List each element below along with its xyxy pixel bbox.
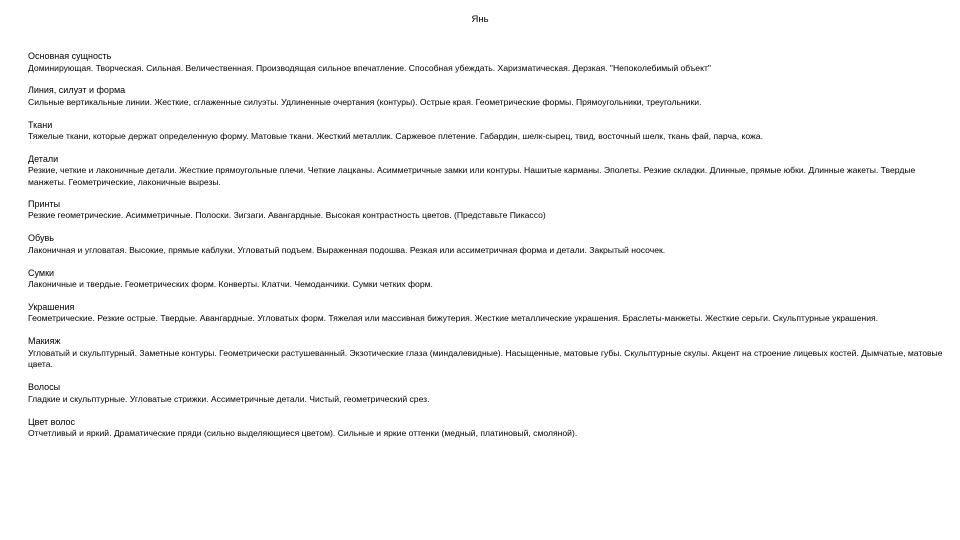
section-text: Лаконичная и угловатая. Высокие, прямые каблуки. Угловатый подъем. Выраженная подошва. Резкая или ассиметричная форма и детали. Закрытый носочек.	[28, 244, 666, 255]
section-heading: Цвет волос	[28, 416, 76, 427]
section-heading: Обувь	[28, 233, 54, 244]
section-hair-color	[28, 417, 943, 440]
section-bags	[28, 268, 943, 291]
section-heading: Детали	[28, 153, 59, 164]
section-makeup	[28, 336, 943, 371]
section-heading: Линия, силуэт и форма	[28, 85, 126, 96]
section-details	[28, 154, 943, 189]
section-heading: Принты	[28, 198, 61, 209]
section-text: Резкие, четкие и лаконичные детали. Жесткие прямоугольные плечи. Четкие лацканы. Асимметричные замки или контуры. Нашитые карманы. Эполеты. Резкие складки. Длинные, прямые юбки. Длинные жакеты. Твердые манжеты. Геометрические, лаконичные вырезы.	[28, 165, 916, 188]
section-text: Доминирующая. Творческая. Сильная. Величественная. Производящая сильное впечатление. Способная убеждать. Харизматическая. Дерзкая. "Непоколебимый объект"	[28, 62, 711, 73]
section-heading: Ткани	[28, 119, 53, 130]
section-heading: Украшения	[28, 301, 75, 312]
section-heading: Макияж	[28, 336, 61, 347]
section-heading: Волосы	[28, 382, 61, 393]
section-heading: Сумки	[28, 267, 55, 278]
section-text: Сильные вертикальные линии. Жесткие, сглаженные силуэты. Удлиненные очертания (контуры). Острые края. Геометрические формы. Прямоугольники, треугольники.	[28, 96, 702, 107]
section-line-silhouette-form	[28, 85, 943, 108]
content-body	[28, 51, 943, 451]
section-text: Лаконичные и твердые. Геометрических форм. Конверты. Клатчи. Чемоданчики. Сумки четких форм.	[28, 279, 433, 290]
section-prints	[28, 199, 943, 222]
section-text: Тяжелые ткани, которые держат определенную форму. Матовые ткани. Жесткий металлик. Саржевое плетение. Габардин, шелк-сырец, твид, восточный шелк, ткань фай, парча, кожа.	[28, 131, 763, 142]
section-fabrics	[28, 120, 943, 143]
section-text: Геометрические. Резкие острые. Твердые. Авангардные. Угловатых форм. Тяжелая или массивная бижутерия. Жесткие металлические украшения. Браслеты-манжеты. Жесткие серьги. Скульптурные украшения.	[28, 313, 879, 324]
section-jewelry	[28, 302, 943, 325]
section-text: Гладкие и скульптурные. Угловатые стрижки. Ассиметричные детали. Чистый, геометрический срез.	[28, 393, 430, 404]
section-text: Резкие геометрические. Асимметричные. Полоски. Зигзаги. Авангардные. Высокая контрастность цветов. (Представьте Пикассо)	[28, 210, 546, 221]
section-text: Отчетливый и яркий. Драматические пряди (сильно выделяющиеся цветом). Сильные и яркие оттенки (медный, платиновый, смоляной).	[28, 428, 578, 439]
page-title: Янь	[471, 14, 489, 25]
section-text: Угловатый и скульптурный. Заметные контуры. Геометрически растушеванный. Экзотические глаза (миндалевидные). Насыщенные, матовые губы. Скульптурные скулы. Акцент на строение лицевых костей. Дымчатые, матовые цвета.	[28, 347, 943, 370]
section-shoes	[28, 233, 943, 256]
section-hair	[28, 382, 943, 405]
section-essence	[28, 51, 943, 74]
section-heading: Основная сущность	[28, 51, 112, 61]
